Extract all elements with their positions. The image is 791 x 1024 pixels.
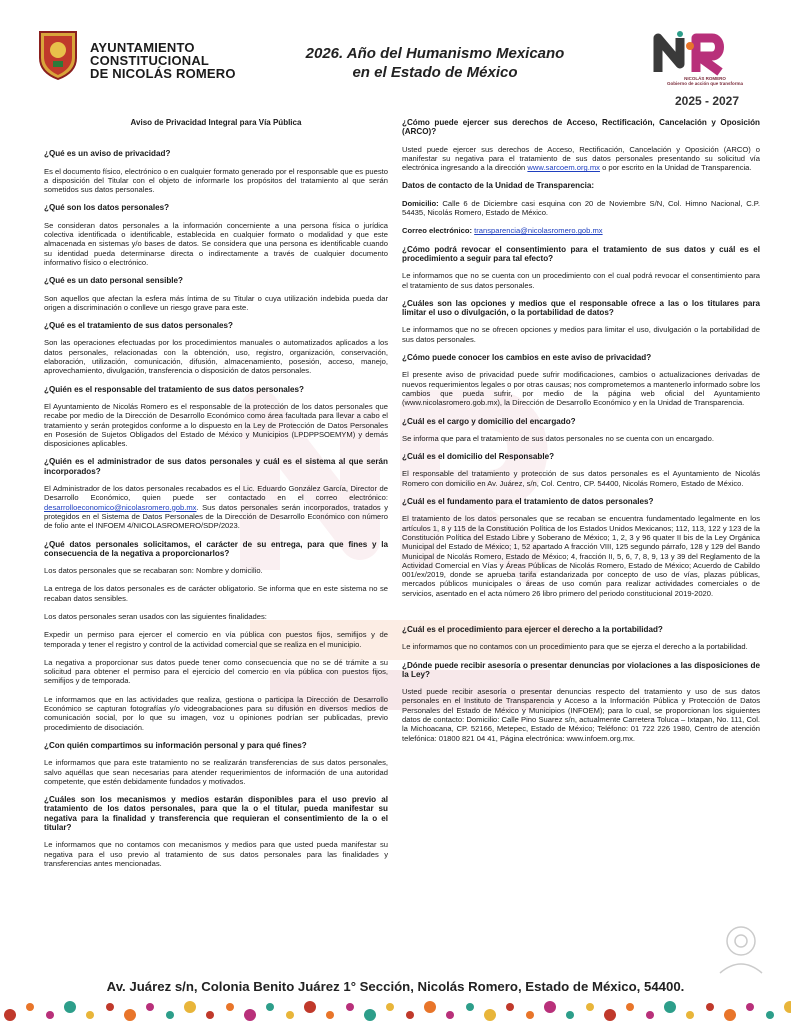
paragraph-text: El responsable del tratamiento y protección de sus datos personales es el Ayuntamiento de Nicolás Romero con domicilio en Av. Juárez, s/n, Col. Centro, CP. 54400, Nicolás Romero, Estado de México. bbox=[402, 469, 760, 488]
section-question: ¿Qué es un dato personal sensible? bbox=[44, 276, 183, 286]
border-flower bbox=[724, 1009, 736, 1021]
section-paragraph bbox=[402, 469, 760, 488]
border-flower bbox=[4, 1009, 16, 1021]
border-flower bbox=[64, 1001, 76, 1013]
paragraph-text: Los datos personales seran usados con las siguientes finalidades: bbox=[44, 611, 267, 621]
section-paragraph bbox=[44, 484, 388, 530]
document-title: Aviso de Privacidad Integral para Vía Pública bbox=[130, 118, 302, 127]
border-flower bbox=[544, 1001, 556, 1013]
border-flower bbox=[586, 1003, 594, 1011]
section-paragraph bbox=[44, 221, 388, 267]
left-column bbox=[44, 118, 388, 877]
paragraph-text: Usted puede ejercer sus derechos de Acceso, Rectificación, Cancelación y Oposición (ARCO) o manifestar su negativa para el tratamiento de sus datos personales presentando su solicitud vía electrónica ingresando a la dirección bbox=[402, 144, 760, 173]
paragraph-text: Expedir un permiso para ejercer el comercio en vía pública con puestos fijos, semifijos y de temporada y tener el registro y control de la actividad comercial que se realiza en el municipio. bbox=[44, 630, 388, 649]
ayuntamiento-name: AYUNTAMIENTO CONSTITUCIONAL DE NICOLÁS ROMERO bbox=[90, 40, 236, 81]
section-paragraph bbox=[44, 338, 388, 375]
section-question: ¿Quién es el responsable del tratamiento de sus datos personales? bbox=[44, 384, 304, 394]
section-question: ¿Cuáles son las opciones y medios que el responsable ofrece a las o los titulares para limitar el uso o divulgación, o la portabilidad de datos? bbox=[402, 298, 760, 318]
section-paragraph bbox=[402, 687, 760, 743]
paragraph-text: La negativa a proporcionar sus datos puede tener como consecuencia que no se dé trámite a su solicitud para obtener el permiso para el ejercicio del comercio en vía pública con puestos fijos, semifijos y de temporada. bbox=[44, 657, 388, 686]
border-flower bbox=[146, 1003, 154, 1011]
border-flower bbox=[206, 1011, 214, 1019]
section-paragraph bbox=[44, 566, 388, 575]
border-flower bbox=[664, 1001, 676, 1013]
section-question: ¿Con quién compartimos su información personal y para qué fines? bbox=[44, 740, 307, 750]
border-flower bbox=[124, 1009, 136, 1021]
border-flower bbox=[526, 1011, 534, 1019]
paragraph-text: . Sus datos personales serán incorporados, tratados y protegidos en el Sistema de Datos Personales de la Dirección de Desarrollo Económico con número de folio ante el INFOEM 4/NICOLASROMERO/SDP/2023. bbox=[44, 502, 388, 531]
spacer bbox=[402, 607, 760, 625]
section-question: ¿Cuál es el procedimiento para ejercer el derecho a la portabilidad? bbox=[402, 624, 663, 634]
email-link[interactable]: desarrolloeconomico@nicolasromero.gob.mx bbox=[44, 502, 197, 512]
border-flower bbox=[26, 1003, 34, 1011]
border-flower bbox=[706, 1003, 714, 1011]
section-paragraph bbox=[44, 584, 388, 603]
border-flower bbox=[184, 1001, 196, 1013]
section-question: ¿Cuáles son los mecanismos y medios estarán disponibles para el uso previo al tratamiento de los datos personales, para que la o el titular, pueda manifestar su negativa para la finalidad y transferencia que requieran el consentimiento de la o el titular? bbox=[44, 795, 388, 833]
section-paragraph bbox=[44, 658, 388, 686]
paragraph-text: Le informamos que no se cuenta con un procedimiento con el cual podrá revocar el consentimiento para el tratamiento de sus datos personales. bbox=[402, 271, 760, 290]
section-question: ¿Qué es un aviso de privacidad? bbox=[44, 149, 171, 159]
section-paragraph bbox=[402, 325, 760, 344]
border-flower bbox=[364, 1009, 376, 1021]
municipal-crest-icon bbox=[36, 28, 80, 80]
field-label: Domicilio: bbox=[402, 198, 439, 208]
border-flower bbox=[466, 1003, 474, 1011]
paragraph-text: Le informamos que no se ofrecen opciones y medios para limitar el uso, divulgación o la portabilidad de sus datos personales. bbox=[402, 325, 760, 344]
border-flower bbox=[686, 1011, 694, 1019]
section-paragraph bbox=[402, 199, 760, 218]
border-flower bbox=[746, 1003, 754, 1011]
section-question: ¿Qué son los datos personales? bbox=[44, 203, 170, 213]
section-paragraph bbox=[44, 758, 388, 786]
border-flower bbox=[106, 1003, 114, 1011]
paragraph-text: Le informamos que no contamos con un procedimiento para que se ejerza el derecho a la portabilidad. bbox=[402, 642, 748, 652]
decorative-folk-art-icon bbox=[710, 915, 772, 977]
paragraph-text: La entrega de los datos personales es de carácter obligatorio. Se informa que en este sistema no se recaban datos sensibles. bbox=[44, 584, 388, 603]
section-paragraph bbox=[44, 630, 388, 649]
paragraph-text: El tratamiento de los datos personales que se recaban se encuentra fundamentado legalmente en los artículos 1, 8 y 115 de la Constitución Política de los Estados Unidos Mexicanos; 112, 113, 122 y 123 de la Constitución Política del Estado Libre y Soberano de México; 1, 2, 3 y 96 quater II bis de la Ley Orgánica Municipal del Estado de México; 1, 52 apartado A fracción VIII, 125 segundo párrafo, 128 y 129 del Bando Municipal de Nicolás Romero, Estado de México; 4, fracción II, 5, 6, 7, 8, 9, 13 y 39 del Reglamento de la Actividad Comercial en Vías y Áreas Públicas de Nicolás Romero, Estado de México; Acuerdo de Cabildo 001/ex/2019, donde se aprueba tarifa estandarizada por concepto de uso de vías, plazas públicas, mercados públicos municipales o áreas de uso común para realizar actividades comerciales o de servicios, asentado en el acta número 26 libro primero del periodo constitucional 2019-2020. bbox=[402, 514, 760, 598]
field-label: Correo electrónico: bbox=[402, 226, 473, 236]
section-paragraph bbox=[44, 167, 388, 195]
border-flower bbox=[326, 1011, 334, 1019]
border-flower bbox=[386, 1003, 394, 1011]
border-flower bbox=[766, 1011, 774, 1019]
right-column bbox=[402, 118, 760, 752]
section-question: ¿Cuál es el fundamento para el tratamiento de datos personales? bbox=[402, 497, 654, 507]
section-question: ¿Cómo puede ejercer sus derechos de Acceso, Rectificación, Cancelación y Oposición (ARCO)? bbox=[402, 118, 760, 137]
border-flower bbox=[86, 1011, 94, 1019]
border-flower bbox=[446, 1011, 454, 1019]
paragraph-text: Es el documento físico, electrónico o en cualquier formato generado por el responsable que es puesto a disposición del Titular con el objeto de informarle los propósitos del tratamiento al que serán sometidos sus datos personales. bbox=[44, 166, 388, 195]
paragraph-text: o por escrito en la Unidad de Transparencia. bbox=[599, 163, 752, 173]
nr-tagline: NICOLÁS ROMERO Gobierno de acción que transforma bbox=[666, 76, 743, 86]
section-question: Datos de contacto de la Unidad de Transparencia: bbox=[402, 181, 595, 191]
decorative-border bbox=[0, 998, 791, 1024]
section-paragraph bbox=[402, 434, 760, 443]
border-flower bbox=[626, 1003, 634, 1011]
email-link[interactable]: www.sarcoem.org.mx bbox=[527, 163, 600, 173]
border-flower bbox=[304, 1001, 316, 1013]
section-question: ¿Qué datos personales solicitamos, el carácter de su entrega, para que fines y la consecuencia de la negativa a proporcionarlos? bbox=[44, 539, 388, 558]
paragraph-text: Calle 6 de Diciembre casi esquina con 20 de Noviembre S/N, Col. Himno Nacional, C.P. 54435, Nicolás Romero, Estado de México. bbox=[402, 198, 760, 218]
section-paragraph bbox=[44, 402, 388, 448]
border-flower bbox=[566, 1011, 574, 1019]
page-header bbox=[0, 0, 791, 112]
section-paragraph bbox=[44, 695, 388, 732]
border-flower bbox=[286, 1011, 294, 1019]
section-paragraph bbox=[402, 271, 760, 290]
section-paragraph bbox=[44, 840, 388, 868]
paragraph-text: Son las operaciones efectuadas por los procedimientos manuales o automatizados aplicados a los datos personales, relacionadas con la obtención, uso, registro, organización, conservación, elaboración, utilización, comunicación, difusión, almacenamiento, posesión, acceso, manejo, aprovechamiento, divulgación, transferencia o disposición de datos personales. bbox=[44, 338, 388, 376]
section-paragraph bbox=[402, 642, 760, 651]
footer-address: Av. Juárez s/n, Colonia Benito Juárez 1° Sección, Nicolás Romero, Estado de México, 54400. bbox=[106, 979, 685, 994]
border-flower bbox=[506, 1003, 514, 1011]
paragraph-text: Usted puede recibir asesoría o presentar denuncias respecto del tratamiento y uso de sus datos personales en el Instituto de Transparencia y Acceso a la Información Pública y Protección de Datos Personales del Estado de México y Municipios (INFOEM); para lo cual, se proporcionan los siguientes datos de contacto: Domicilio: Calle Pino Suarez s/n, actualmente Carretera Toluca – Ixtapan, No. 111, Col. la Michoacana, CP. 52166, Metepec, Estado de México; Teléfono: 01 722 226 1980, Centro de atención telefónica: 01800 821 04 41, Página electrónica: www.infoem.org.mx. bbox=[402, 687, 760, 743]
border-flower bbox=[406, 1011, 414, 1019]
section-question: ¿Cómo podrá revocar el consentimiento para el tratamiento de sus datos y cuál es el procedimiento a seguir para tal efecto? bbox=[402, 244, 760, 263]
border-flower bbox=[424, 1001, 436, 1013]
paragraph-text: Los datos personales que se recabaran son: Nombre y domicilio. bbox=[44, 566, 263, 576]
border-flower bbox=[244, 1009, 256, 1021]
paragraph-text: Le informamos que para este tratamiento no se realizarán transferencias de sus datos personales, salvo aquéllas que sean necesarias para atender requerimientos de información de una autoridad competente, que estén debidamente fundados y motivados. bbox=[44, 758, 388, 786]
border-flower bbox=[604, 1009, 616, 1021]
border-flower bbox=[46, 1011, 54, 1019]
section-question: ¿Dónde puede recibir asesoría o presentar denuncias por violaciones a las disposiciones de la Ley? bbox=[402, 660, 760, 679]
section-question: ¿Cuál es el cargo y domicilio del encargado? bbox=[402, 416, 576, 426]
border-flower bbox=[484, 1009, 496, 1021]
year-motto: 2026. Año del Humanismo Mexicano en el Estado de México bbox=[305, 45, 565, 81]
section-question: ¿Qué es el tratamiento de sus datos personales? bbox=[44, 321, 233, 331]
border-flower bbox=[784, 1001, 791, 1013]
section-paragraph bbox=[402, 226, 760, 235]
paragraph-text: El Ayuntamiento de Nicolás Romero es el responsable de la protección de los datos personales que recabe por medio de la Dirección de Desarrollo Económico como área facultada para llevar a cabo el tratamiento y serán protegidos conforme a lo dispuesto en la Ley de Protección de Datos Personales en Posesión de Sujetos Obligados del Estado de México y Municipios (LPDPPSOEMYM) y demás disposiciones aplicables. bbox=[44, 401, 388, 449]
paragraph-text: Se informa que para el tratamiento de sus datos personales no se cuenta con un encargado. bbox=[402, 433, 714, 443]
paragraph-text: Le informamos que no contamos con mecanismos y medios para que usted pueda manifestar su negativa para el uso previo al tratamiento de sus datos personales para las finalidades y transferencias antes mencionadas. bbox=[44, 840, 388, 868]
section-paragraph bbox=[402, 145, 760, 173]
section-paragraph bbox=[44, 612, 388, 621]
border-flower bbox=[166, 1011, 174, 1019]
border-flower bbox=[226, 1003, 234, 1011]
paragraph-text: Se consideran datos personales a la información concerniente a una persona física o jurídica colectiva identificada o identificable, establecida en cualquier formato o modalidad y que este almacenada en sistemas y/o bases de datos. Se considera que una persona es identificable cuando su identidad pueda determinarse directa o indirectamente a través de cualquier documento informativo físico o electrónico. bbox=[44, 220, 388, 267]
section-paragraph bbox=[402, 514, 760, 598]
paragraph-text: El Administrador de los datos personales recabados es el Lic. Eduardo González García, Director de Desarrollo Económico, quien puede ser contactado en el correo electrónico: bbox=[44, 484, 388, 503]
email-link[interactable]: transparencia@nicolasromero.gob.mx bbox=[474, 226, 603, 236]
section-question: ¿Quién es el administrador de sus datos personales y cuál es el sistema al que serán incorporados? bbox=[44, 457, 388, 476]
administration-years: 2025 - 2027 bbox=[674, 94, 740, 108]
paragraph-text: Son aquellos que afectan la esfera más íntima de su Titular o cuya utilización indebida pueda dar origen a discriminación o conlleve un riesgo grave para este. bbox=[44, 293, 388, 312]
section-paragraph bbox=[44, 294, 388, 313]
paragraph-text: Le informamos que en las actividades que realiza, gestiona o participa la Dirección de Desarrollo Económico se capturan fotografías y/o videograbaciones para su difusión en diversos medios de comunicación social, por lo que su imagen, voz u opiniones podrían ser publicadas, previo procedimiento de disociación. bbox=[44, 694, 388, 732]
section-question: ¿Cuál es el domicilio del Responsable? bbox=[402, 452, 555, 462]
border-flower bbox=[266, 1003, 274, 1011]
border-flower bbox=[646, 1011, 654, 1019]
border-flower bbox=[346, 1003, 354, 1011]
paragraph-text: El presente aviso de privacidad puede sufrir modificaciones, cambios o actualizaciones derivadas de nuevos requerimientos legales o por otras causas; nos comprometemos a mantenerlo informado sobre los cambios que pueda sufrir, por medio de la página web oficial del Ayuntamiento (www.nicolasromero.gob.mx), la Dirección de Desarrollo Económico y en la Unidad de Transparencia. bbox=[402, 370, 760, 408]
section-question: ¿Cómo puede conocer los cambios en este aviso de privacidad? bbox=[402, 353, 652, 363]
section-paragraph bbox=[402, 370, 760, 407]
